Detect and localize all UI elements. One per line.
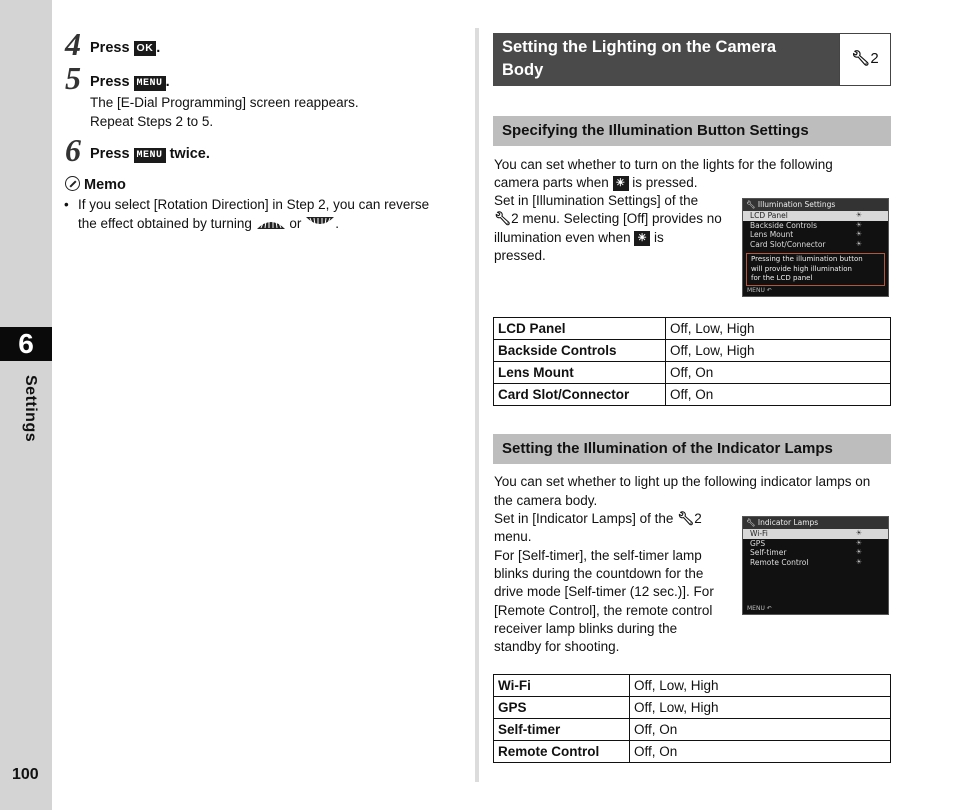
illumination-button-icon: ☀ [613, 176, 629, 191]
section-1-p2-line3 [494, 228, 664, 247]
column-divider [475, 28, 479, 782]
light-icon: ☀ [855, 538, 862, 547]
ok-button-icon: OK [134, 41, 157, 56]
step-5-desc-1: The [E-Dial Programming] screen reappears. [90, 95, 359, 110]
screen-footer [747, 605, 772, 612]
wrench-icon: 🔧︎ [494, 211, 512, 226]
table-row [494, 340, 891, 362]
table-cell-options: Off, On [666, 384, 891, 406]
section-2-header: Setting the Illumination of the Indicator Lamps [493, 434, 891, 464]
memo-or: or [289, 216, 302, 231]
text-fragment: 2 [694, 511, 702, 526]
step-5-desc-2: Repeat Steps 2 to 5. [90, 114, 214, 129]
back-icon: ↶ [766, 605, 772, 612]
table-cell-options: Off, On [630, 719, 891, 741]
table-cell-item: Backside Controls [494, 340, 666, 362]
step-number-6: 6 [65, 132, 81, 168]
indicator-lamps-screen [742, 516, 889, 615]
screen-item [743, 529, 888, 539]
text-fragment: camera parts when [494, 175, 609, 190]
section-1-p1-line2 [494, 173, 698, 192]
back-icon: ↶ [766, 287, 772, 294]
table-cell-item: Self-timer [494, 719, 630, 741]
screen-item [743, 539, 888, 549]
memo-line-2-text: the effect obtained by turning [78, 216, 252, 231]
screen-note [746, 253, 885, 286]
text-fragment: is [654, 230, 664, 245]
section-title-line-1: Setting the Lighting on the Camera [502, 38, 777, 56]
text-fragment: Set in [Indicator Lamps] of the [494, 511, 674, 526]
menu-tab-number: 2 [870, 50, 879, 67]
step-6-text [90, 146, 210, 163]
section-title [493, 33, 839, 86]
memo-line-2-end: . [335, 216, 339, 231]
memo-line-1: If you select [Rotation Direction] in Step 2, you can reverse [78, 197, 430, 212]
section-2-p3-line4: [Remote Control], the remote control [494, 603, 713, 618]
table-row [494, 362, 891, 384]
text-fragment: 2 menu. Selecting [Off] provides no [511, 211, 722, 226]
table-cell-item: Wi-Fi [494, 675, 630, 697]
indicator-lamps-table [493, 674, 891, 763]
illumination-table [493, 317, 891, 406]
step-4-end: . [156, 40, 161, 56]
section-2-p3-line6: standby for shooting. [494, 639, 620, 654]
table-cell-options: Off, Low, High [630, 697, 891, 719]
step-6-press: Press [90, 146, 130, 162]
chapter-name: Settings [22, 375, 39, 443]
table-cell-options: Off, On [666, 362, 891, 384]
section-title-line-2: Body [502, 61, 544, 79]
screen-title: Illumination Settings [757, 200, 836, 209]
step-4-press: Press [90, 40, 130, 56]
front-dial-icon [256, 216, 286, 230]
section-2-p3-line1: For [Self-timer], the self-timer lamp [494, 548, 702, 563]
section-2-p1-line1: You can set whether to light up the following indicator lamps on [494, 474, 871, 489]
menu-button-icon: MENU [134, 76, 166, 91]
screen-footer-menu: MENU [747, 287, 765, 294]
screen-note-line: will provide high illumination [751, 264, 852, 273]
light-icon: ☀ [855, 239, 862, 248]
step-number-5: 5 [65, 60, 81, 96]
table-row [494, 675, 891, 697]
section-2-p3-line5: receiver lamp blinks during the [494, 621, 678, 636]
section-2-p3-line2: blinks during the countdown for the [494, 566, 704, 581]
wrench-icon: 🔧︎ [746, 518, 756, 527]
step-4-text [90, 40, 160, 56]
rear-dial-icon [305, 216, 335, 230]
light-icon: ☀ [855, 220, 862, 229]
wrench-icon: 🔧︎ [851, 50, 871, 67]
screen-title-bar [743, 517, 888, 529]
screen-footer [747, 287, 772, 294]
screen-note-line: for the LCD panel [751, 274, 813, 282]
screen-item [743, 558, 888, 568]
table-row [494, 697, 891, 719]
table-cell-item: Remote Control [494, 741, 630, 763]
screen-item-label: Wi-Fi [750, 529, 768, 538]
table-row [494, 741, 891, 763]
screen-item [743, 548, 888, 558]
screen-title-bar [743, 199, 888, 211]
light-icon: ☀ [855, 211, 862, 219]
section-2-p3-line3: drive mode [Self-timer (12 sec.)]. For [494, 584, 714, 599]
screen-item-label: Lens Mount [750, 230, 794, 239]
step-6-end: twice. [169, 146, 210, 162]
section-1-p2-line1: Set in [Illumination Settings] of the [494, 193, 699, 208]
text-fragment: is pressed. [632, 175, 698, 190]
text-fragment: illumination even when [494, 230, 631, 245]
memo-heading [65, 176, 126, 193]
screen-item-label: Backside Controls [750, 220, 817, 230]
screen-item [743, 221, 888, 231]
table-row [494, 318, 891, 340]
section-1-p1-line1: You can set whether to turn on the lights for the following [494, 157, 833, 172]
screen-title: Indicator Lamps [757, 518, 819, 527]
light-icon: ☀ [855, 557, 862, 566]
illumination-settings-screen [742, 198, 889, 297]
table-cell-options: Off, Low, High [666, 340, 891, 362]
light-icon: ☀ [855, 548, 862, 556]
page-number: 100 [12, 766, 39, 783]
section-1-header: Specifying the Illumination Button Settings [493, 116, 891, 146]
screen-item-label: GPS [750, 538, 766, 548]
section-1-p2-line4: pressed. [494, 248, 546, 263]
step-number-4: 4 [65, 26, 81, 62]
screen-item [743, 240, 888, 250]
section-2-p2-line2: menu. [494, 529, 532, 544]
screen-item-label: Self-timer [750, 548, 787, 557]
chapter-number: 6 [0, 327, 52, 361]
menu-button-icon: MENU [134, 148, 166, 163]
memo-pencil-icon [65, 176, 80, 191]
table-cell-item: Card Slot/Connector [494, 384, 666, 406]
section-1-p2-line2 [494, 209, 722, 228]
table-cell-item: GPS [494, 697, 630, 719]
step-5-text [90, 74, 170, 91]
section-2-p1-line2: the camera body. [494, 493, 598, 508]
table-cell-item: Lens Mount [494, 362, 666, 384]
memo-title: Memo [84, 177, 126, 193]
light-icon: ☀ [855, 230, 862, 238]
light-icon: ☀ [855, 529, 862, 537]
screen-footer-menu: MENU [747, 605, 765, 612]
table-cell-options: Off, On [630, 741, 891, 763]
illumination-button-icon: ☀ [634, 231, 650, 246]
table-row [494, 384, 891, 406]
table-cell-item: LCD Panel [494, 318, 666, 340]
step-5-press: Press [90, 74, 130, 90]
memo-bullet: • [64, 197, 69, 212]
wrench-icon: 🔧︎ [746, 200, 756, 209]
screen-item-label: Remote Control [750, 557, 809, 567]
section-2-p2-line1 [494, 509, 702, 528]
table-cell-options: Off, Low, High [666, 318, 891, 340]
screen-note-line: Pressing the illumination button [751, 255, 863, 263]
table-cell-options: Off, Low, High [630, 675, 891, 697]
wrench-icon: 🔧︎ [677, 511, 695, 526]
table-row [494, 719, 891, 741]
menu-tab-tag [839, 33, 891, 86]
screen-item-label: LCD Panel [750, 211, 788, 220]
screen-item [743, 230, 888, 240]
screen-item [743, 211, 888, 221]
screen-item-label: Card Slot/Connector [750, 239, 826, 249]
memo-line-2 [78, 214, 339, 233]
step-5-end: . [165, 74, 170, 90]
